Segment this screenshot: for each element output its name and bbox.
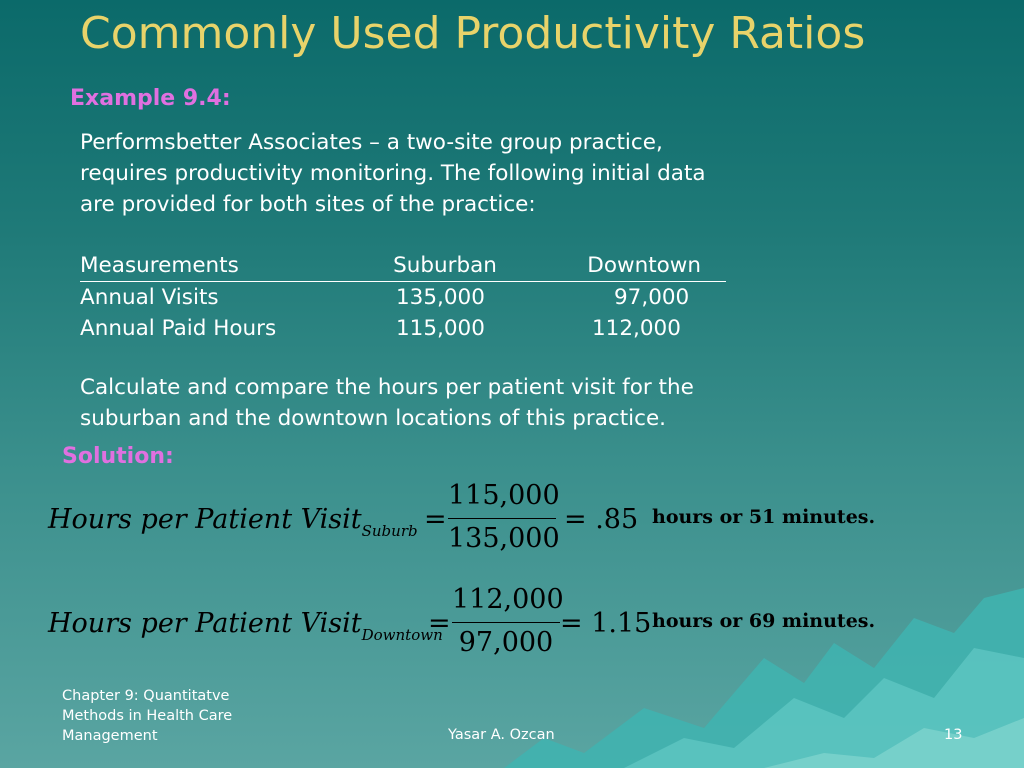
equation-subscript: Downtown	[361, 626, 443, 644]
equation-result: = .85	[564, 504, 639, 535]
footer-chapter	[62, 686, 282, 746]
data-table	[80, 250, 754, 344]
equals-sign: =	[424, 504, 447, 535]
question-line: Calculate and compare the hours per patient visit for the	[80, 375, 694, 400]
table-header-downtown: Downtown	[587, 253, 702, 278]
equation-lhs-text: Hours per Patient Visit	[48, 504, 362, 535]
fraction	[448, 480, 560, 554]
table-cell: 115,000	[396, 316, 485, 341]
intro-line: requires productivity monitoring. The following initial data	[80, 161, 706, 186]
intro-paragraph	[80, 127, 706, 220]
intro-line: are provided for both sites of the practice:	[80, 192, 536, 217]
table-cell: Annual Paid Hours	[80, 316, 277, 341]
fraction-bar	[448, 518, 556, 519]
fraction-denominator: 97,000	[458, 627, 554, 658]
table-header-suburban: Suburban	[393, 253, 497, 278]
question-paragraph	[80, 372, 694, 434]
slide-title: Commonly Used Productivity Ratios	[80, 8, 866, 59]
table-header-measurements: Measurements	[80, 253, 239, 278]
fraction-numerator: 115,000	[448, 480, 560, 511]
equation-note: hours or 69 minutes.	[652, 610, 876, 632]
table-cell: 112,000	[592, 316, 681, 341]
fraction-numerator: 112,000	[452, 584, 564, 615]
fraction-bar	[452, 622, 560, 623]
equation-note: hours or 51 minutes.	[652, 506, 876, 528]
equals-sign: =	[428, 608, 451, 639]
equation-subscript: Suburb	[361, 522, 418, 540]
footer-chapter-line: Methods in Health Care	[62, 708, 233, 724]
table-cell: Annual Visits	[80, 285, 219, 310]
equation-result: = 1.15	[560, 608, 652, 639]
table-cell: 97,000	[614, 285, 690, 310]
footer-chapter-line: Management	[62, 728, 158, 744]
equation-lhs-text: Hours per Patient Visit	[48, 608, 362, 639]
footer-author: Yasar A. Ozcan	[448, 727, 555, 743]
intro-line: Performsbetter Associates – a two-site group practice,	[80, 130, 663, 155]
fraction	[452, 584, 564, 658]
equation-lhs	[48, 608, 443, 644]
page-number: 13	[944, 727, 963, 743]
table-row	[80, 282, 754, 313]
table-cell: 135,000	[396, 285, 485, 310]
table-header-row	[80, 250, 726, 282]
solution-label: Solution:	[62, 444, 174, 469]
fraction-denominator: 135,000	[448, 523, 560, 554]
footer-chapter-line: Chapter 9: Quantitatve	[62, 688, 230, 704]
example-label: Example 9.4:	[70, 86, 231, 111]
table-row	[80, 313, 754, 344]
question-line: suburban and the downtown locations of this practice.	[80, 406, 667, 431]
equation-lhs	[48, 504, 418, 540]
